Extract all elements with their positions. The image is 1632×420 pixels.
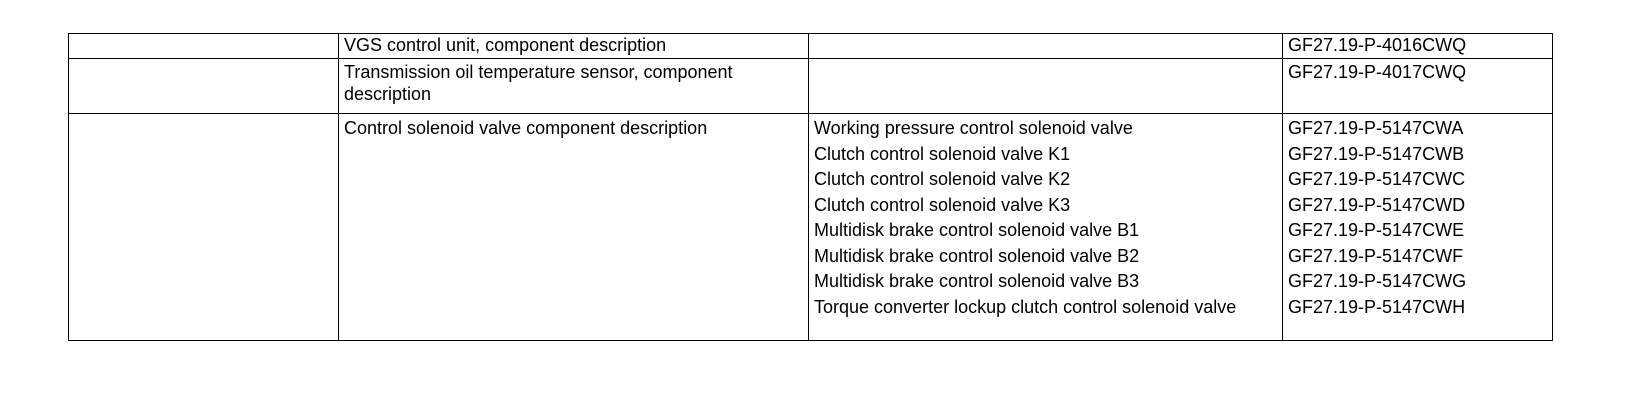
solenoid-name: Working pressure control solenoid valve <box>814 118 1133 138</box>
table-cell-blank <box>69 34 339 59</box>
table-row <box>69 59 1553 114</box>
solenoid-name: Multidisk brake control solenoid valve B2 <box>814 245 1140 266</box>
solenoid-name: Clutch control solenoid valve K1 <box>814 143 1071 164</box>
table-cell-solenoid-names <box>809 114 1283 341</box>
solenoid-document-code: GF27.19-P-5147CWC <box>1288 169 1466 189</box>
solenoid-document-code: GF27.19-P-5147CWF <box>1288 245 1464 266</box>
table-cell-document-code: GF27.19-P-4017CWQ <box>1283 59 1553 114</box>
table-cell-detail <box>809 34 1283 59</box>
solenoid-name: Clutch control solenoid valve K2 <box>814 169 1071 189</box>
table-cell-description <box>339 114 809 341</box>
table-cell-detail <box>809 59 1283 114</box>
table-cell-blank <box>69 114 339 341</box>
component-reference-table <box>68 33 1553 341</box>
solenoid-name: Multidisk brake control solenoid valve B3 <box>814 271 1140 291</box>
table-cell-blank <box>69 59 339 114</box>
solenoid-document-code: GF27.19-P-5147CWE <box>1288 220 1465 240</box>
solenoid-document-code: GF27.19-P-5147CWG <box>1288 271 1467 291</box>
solenoid-document-code: GF27.19-P-5147CWB <box>1288 143 1465 164</box>
table-cell-description: Transmission oil temperature sensor, component description <box>339 59 809 114</box>
table-cell-document-code: GF27.19-P-4016CWQ <box>1283 34 1553 59</box>
solenoid-name: Torque converter lockup clutch control solenoid valve <box>814 296 1237 317</box>
table-cell-description: VGS control unit, component description <box>339 34 809 59</box>
solenoid-document-code: GF27.19-P-5147CWA <box>1288 118 1464 138</box>
table-row <box>69 34 1553 59</box>
solenoid-document-code: GF27.19-P-5147CWH <box>1288 296 1466 317</box>
solenoid-document-code: GF27.19-P-5147CWD <box>1288 194 1466 215</box>
solenoid-group-title: Control solenoid valve component description <box>344 118 708 138</box>
solenoid-name: Multidisk brake control solenoid valve B1 <box>814 220 1140 240</box>
solenoid-name: Clutch control solenoid valve K3 <box>814 194 1071 215</box>
table-row <box>69 114 1553 341</box>
table-cell-solenoid-codes <box>1283 114 1553 341</box>
